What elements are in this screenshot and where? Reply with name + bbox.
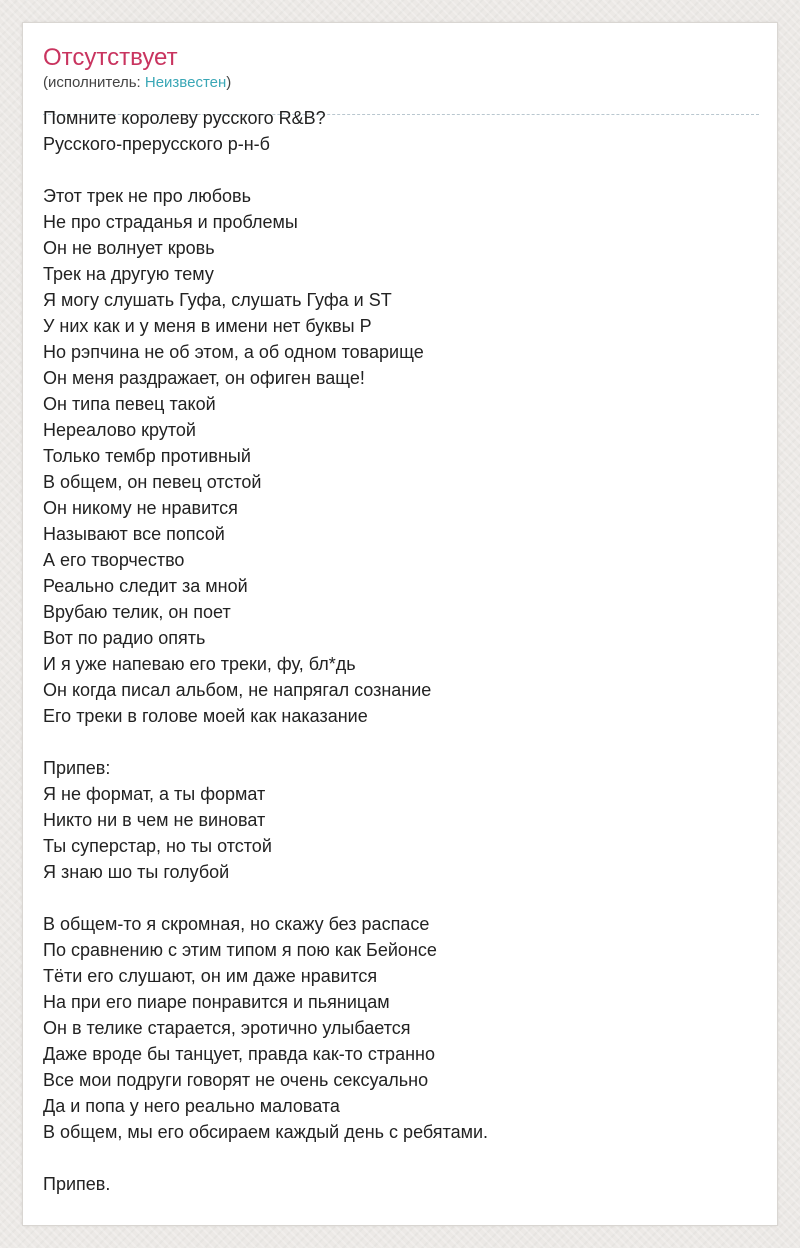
lyric-line: Он меня раздражает, он офиген ваще! (43, 368, 365, 388)
lyric-line: Он когда писал альбом, не напрягал сознание (43, 680, 432, 700)
lyric-line: Только тембр противный (43, 446, 251, 466)
lyric-line: Вот по радио опять (43, 628, 206, 648)
lyrics-body (43, 105, 759, 1197)
artist-link[interactable]: Неизвестен (144, 74, 227, 91)
artist-line (43, 73, 231, 93)
lyric-line: Трек на другую тему (43, 264, 214, 284)
lyric-line: Он в телике старается, эротично улыбается (43, 1018, 411, 1038)
lyric-line: Да и попа у него реально маловата (43, 1096, 340, 1116)
lyric-line: На при его пиаре понравится и пьяницам (43, 992, 390, 1012)
lyric-line: Даже вроде бы танцует, правда как-то странно (43, 1044, 435, 1064)
lyric-line: Он типа певец такой (43, 394, 216, 414)
lyric-line (43, 157, 759, 183)
lyric-line: По сравнению с этим типом я пою как Бейонсе (43, 940, 437, 960)
lyric-line: Припев: (43, 758, 111, 778)
lyric-line: Припев. (43, 1174, 111, 1194)
lyric-line: У них как и у меня в имени нет буквы Р (43, 316, 372, 336)
lyric-line: Он никому не нравится (43, 498, 238, 518)
lyric-line: Русского-прерусского р-н-б (43, 134, 270, 154)
lyric-line: Ты суперстар, но ты отстой (43, 836, 272, 856)
lyric-line: Никто ни в чем не виноват (43, 810, 266, 830)
lyric-line: Я могу слушать Гуфа, слушать Гуфа и ST (43, 290, 392, 310)
song-title: Отсутствует (43, 44, 178, 71)
artist-label: (исполнитель: (43, 74, 145, 91)
lyric-line: А его творчество (43, 550, 185, 570)
artist-label-close: ) (226, 74, 232, 91)
lyric-line: Не про страданья и проблемы (43, 212, 298, 232)
lyric-line: Я знаю шо ты голубой (43, 862, 230, 882)
lyric-line: Врубаю телик, он поет (43, 602, 231, 622)
lyric-line: Все мои подруги говорят не очень сексуально (43, 1070, 429, 1090)
lyric-line: Помните королеву русского R&B? (43, 108, 326, 128)
lyric-line: Я не формат, а ты формат (43, 784, 266, 804)
lyric-line: В общем, мы его обсираем каждый день с ребятами. (43, 1122, 489, 1142)
lyric-line: Он не волнует кровь (43, 238, 215, 258)
lyric-line (43, 1145, 759, 1171)
lyric-line (43, 885, 759, 911)
lyric-line: Называют все попсой (43, 524, 225, 544)
lyric-line: Реально следит за мной (43, 576, 248, 596)
lyric-line: Но рэпчина не об этом, а об одном товарище (43, 342, 424, 362)
lyric-line: Его треки в голове моей как наказание (43, 706, 368, 726)
lyrics-card (22, 22, 778, 1226)
lyric-line: В общем-то я скромная, но скажу без распасе (43, 914, 430, 934)
lyric-line: И я уже напеваю его треки, фу, бл*дь (43, 654, 356, 674)
lyric-line (43, 729, 759, 755)
lyric-line: Тёти его слушают, он им даже нравится (43, 966, 378, 986)
lyric-line: Нереалово крутой (43, 420, 196, 440)
lyric-line: В общем, он певец отстой (43, 472, 262, 492)
lyric-line: Этот трек не про любовь (43, 186, 251, 206)
